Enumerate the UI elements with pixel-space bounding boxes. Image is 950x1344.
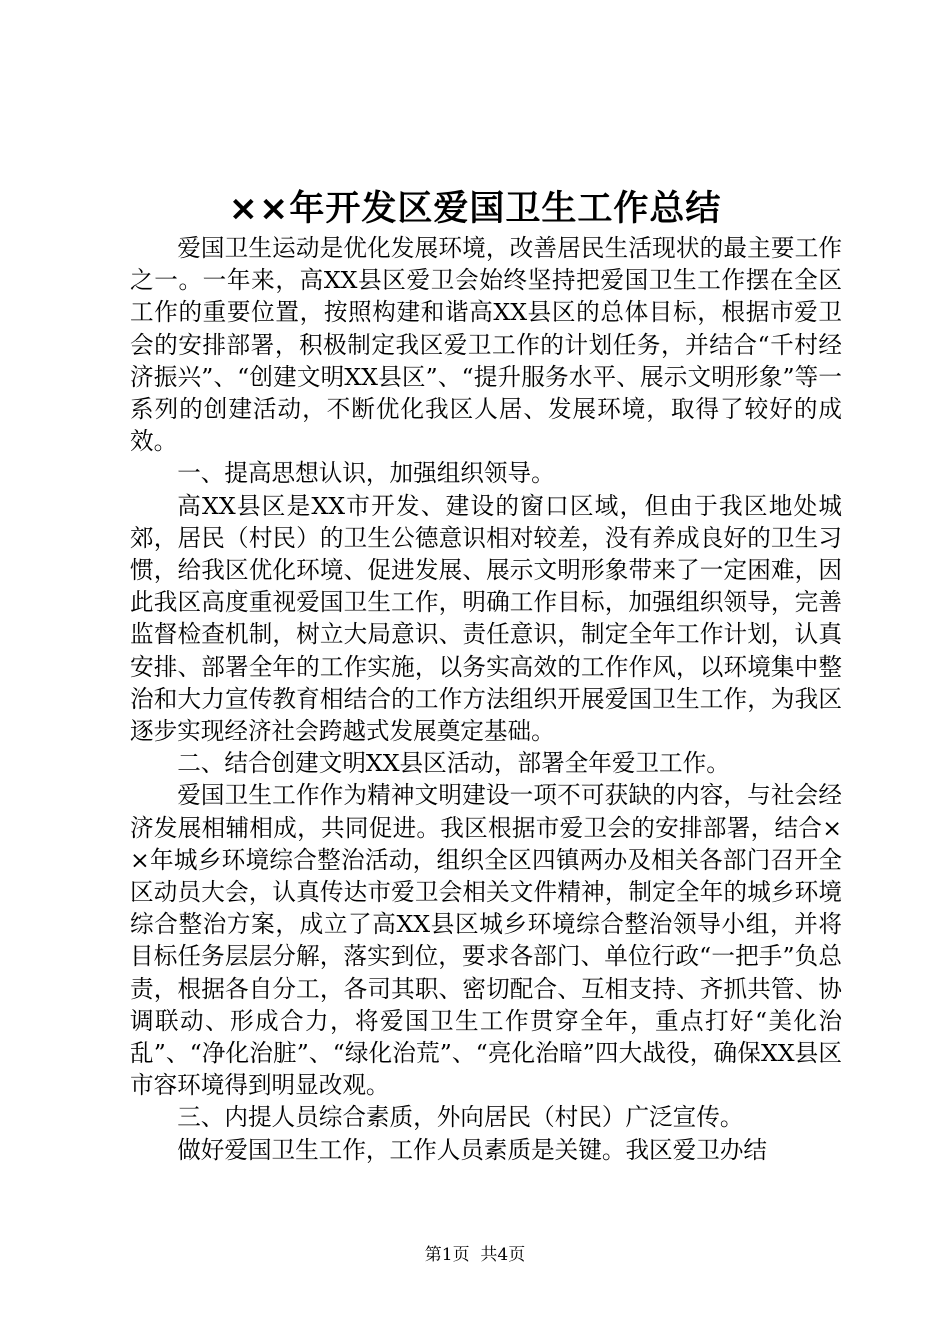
page-number: 第1页 [424,1245,470,1265]
section-heading-3: 三、内提人员综合素质，外向居民（村民）广泛宣传。 [177,1103,744,1132]
page-footer [0,1243,950,1267]
paragraph-intro: 爱国卫生运动是优化发展环境，改善居民生活现状的最主要工作之一。一年来，高XX县区爱卫会始终坚持把爱国卫生工作摆在全区工作的重要位置，按照构建和谐高XX县区的总体目标，根据市爱卫会的安排部署，积极制定我区爱卫工作的计划任务，并结合“千村经济振兴”、“创建文明XX县区”、“提升服务水平、展示文明形象”等一系列的创建活动，不断优化我区人居、发展环境，取得了较好的成效。 [130,234,842,456]
footer-spacer [470,1245,481,1265]
section-heading-2: 二、结合创建文明XX县区活动，部署全年爱卫工作。 [177,749,730,778]
document-body [130,232,842,1166]
page-total: 共4页 [480,1245,526,1265]
document-title: ××年开发区爱国卫生工作总结 [228,189,722,229]
paragraph-section-3: 做好爱国卫生工作，工作人员素质是关键。我区爱卫办结 [177,1135,768,1164]
paragraph-section-1: 高XX县区是XX市开发、建设的窗口区域，但由于我区地处城郊，居民（村民）的卫生公德意识相对较差，没有养成良好的卫生习惯，给我区优化环境、促进发展、展示文明形象带来了一定困难，因此我区高度重视爱国卫生工作，明确工作目标，加强组织领导，完善监督检查机制，树立大局意识、责任意识，制定全年工作计划，认真安排、部署全年的工作实施，以务实高效的工作作风，以环境集中整治和大力宣传教育相结合的工作方法组织开展爱国卫生工作，为我区逐步实现经济社会跨越式发展奠定基础。 [130,491,842,746]
section-heading-1: 一、提高思想认识，加强组织领导。 [177,459,555,488]
paragraph-section-2: 爱国卫生工作作为精神文明建设一项不可获缺的内容，与社会经济发展相辅相成，共同促进。我区根据市爱卫会的安排部署，结合××年城乡环境综合整治活动，组织全区四镇两办及相关各部门召开全区动员大会，认真传达市爱卫会相关文件精神，制定全年的城乡环境综合整治方案，成立了高XX县区城乡环境综合整治领导小组，并将目标任务层层分解，落实到位，要求各部门、单位行政“一把手”负总责，根据各自分工，各司其职、密切配合、互相支持、齐抓共管、协调联动、形成合力，将爱国卫生工作贯穿全年，重点打好“美化治乱”、“净化治脏”、“绿化治荒”、“亮化治暗”四大战役，确保XX县区市容环境得到明显改观。 [130,781,842,1100]
